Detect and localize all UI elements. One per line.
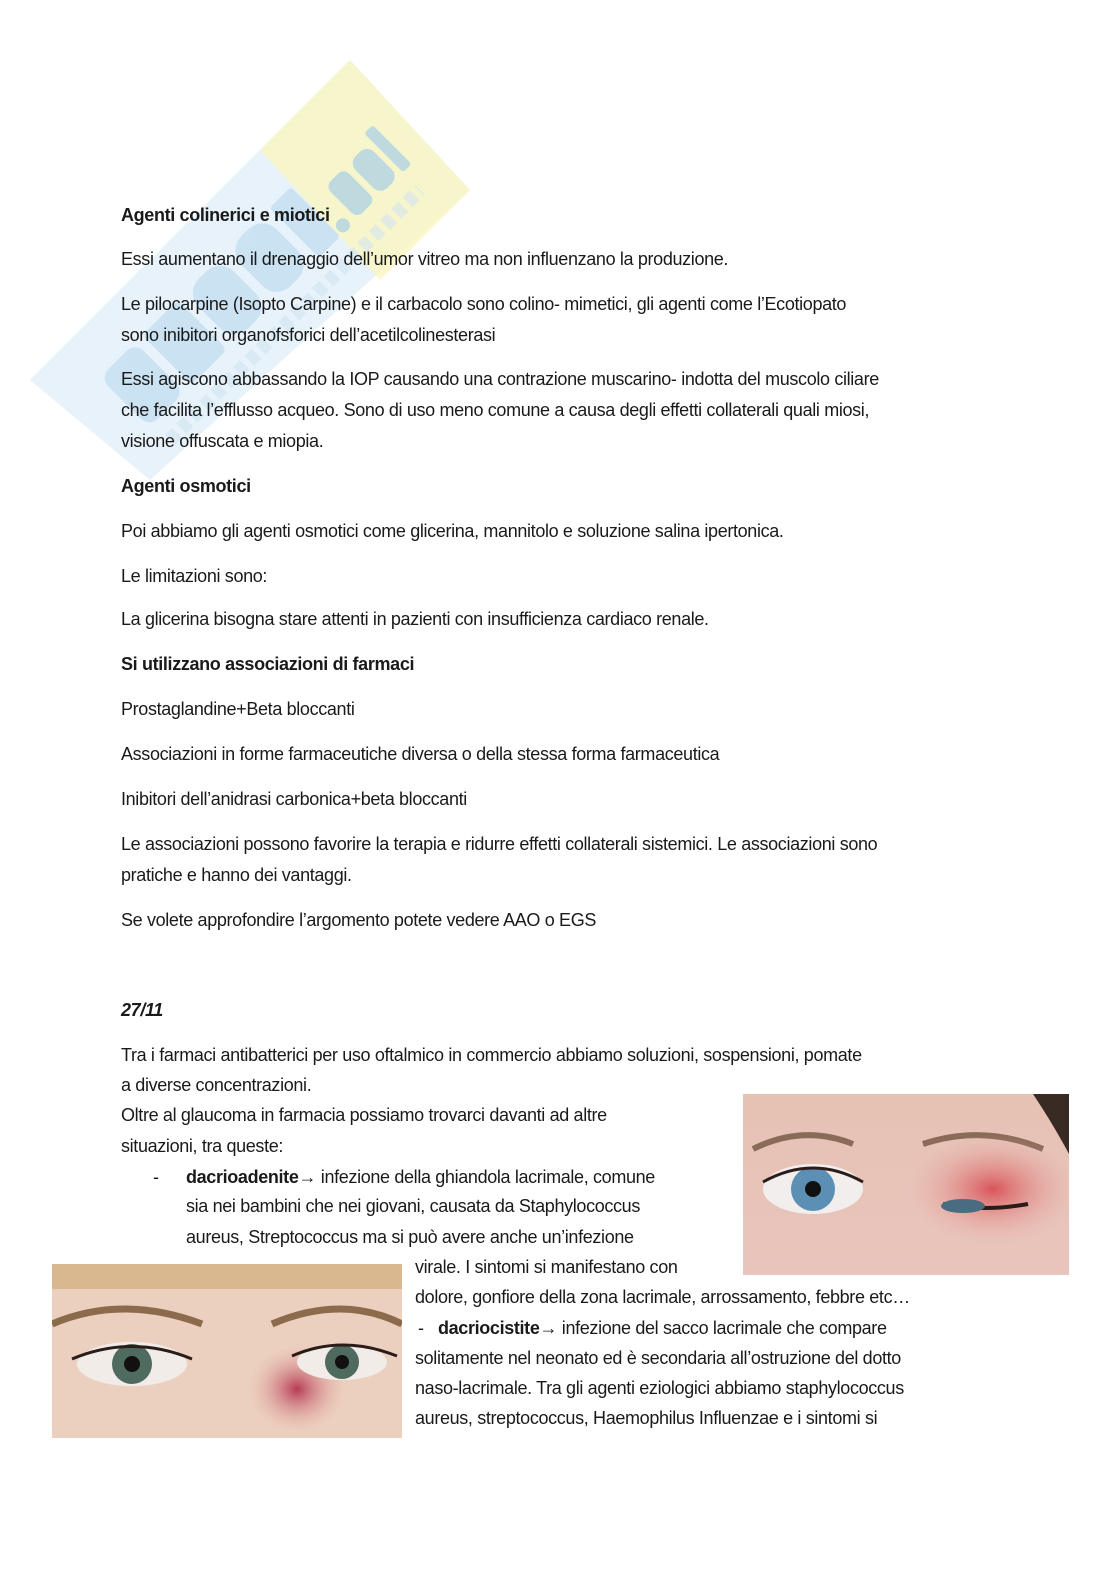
list-item-text: dolore, gonfiore della zona lacrimale, arrossamento, febbre etc… bbox=[415, 1287, 910, 1307]
list-item-text: virale. I sintomi si manifestano con bbox=[415, 1257, 678, 1277]
list-item-text: solitamente nel neonato ed è secondaria all’ostruzione del dotto bbox=[415, 1348, 901, 1368]
list-bullet: - bbox=[153, 1167, 159, 1187]
list-item-text: naso-lacrimale. Tra gli agenti eziologici abbiamo staphylococcus bbox=[415, 1378, 904, 1398]
paragraph-text: sono inibitori organofsforici dell’acetilcolinesterasi bbox=[121, 325, 496, 345]
paragraph-text: Essi aumentano il drenaggio dell’umor vitreo ma non influenzano la produzione. bbox=[121, 249, 729, 269]
paragraph-text: situazioni, tra queste: bbox=[121, 1136, 284, 1156]
paragraph-text: Tra i farmaci antibatterici per uso oftalmico in commercio abbiamo soluzioni, sospensioni, pomate bbox=[121, 1045, 862, 1065]
paragraph-text: a diverse concentrazioni. bbox=[121, 1075, 312, 1095]
heading-agenti-osmotici: Agenti osmotici bbox=[121, 476, 251, 496]
paragraph-text: pratiche e hanno dei vantaggi. bbox=[121, 865, 352, 885]
list-bullet: - bbox=[418, 1318, 424, 1338]
paragraph-text: Se volete approfondire l’argomento potete vedere AAO o EGS bbox=[121, 910, 597, 930]
heading-agenti-colinerici: Agenti colinerici e miotici bbox=[121, 205, 330, 225]
list-item-text: infezione della ghiandola lacrimale, comune bbox=[316, 1167, 655, 1187]
term-dacriocistite: dacriocistite→ bbox=[438, 1318, 558, 1338]
paragraph-text: Poi abbiamo gli agenti osmotici come glicerina, mannitolo e soluzione salina ipertonica. bbox=[121, 521, 784, 541]
date-heading: 27/11 bbox=[121, 1000, 163, 1020]
paragraph-text: Associazioni in forme farmaceutiche diversa o della stessa forma farmaceutica bbox=[121, 744, 720, 764]
list-item-text: aureus, streptococcus, Haemophilus Influenzae e i sintomi si bbox=[415, 1408, 878, 1428]
paragraph-text: Inibitori dell’anidrasi carbonica+beta bloccanti bbox=[121, 789, 467, 809]
paragraph-text: Essi agiscono abbassando la IOP causando una contrazione muscarino- indotta del muscolo ciliare bbox=[121, 369, 879, 389]
dacrioadenite-photo bbox=[743, 1094, 1069, 1275]
paragraph-text: Prostaglandine+Beta bloccanti bbox=[121, 699, 355, 719]
list-item-dacrioadenite bbox=[186, 1165, 655, 1189]
paragraph-text: Oltre al glaucoma in farmacia possiamo trovarci davanti ad altre bbox=[121, 1105, 607, 1125]
term-dacrioadenite: dacrioadenite→ bbox=[186, 1167, 317, 1187]
list-item-text: aureus, Streptococcus ma si può avere anche un’infezione bbox=[186, 1227, 634, 1247]
list-item-dacriocistite bbox=[438, 1316, 887, 1340]
dacriocistite-photo bbox=[52, 1264, 402, 1438]
paragraph-text: Le pilocarpine (Isopto Carpine) e il carbacolo sono colino- mimetici, gli agenti come l’Ecotiopato bbox=[121, 294, 847, 314]
paragraph-text: La glicerina bisogna stare attenti in pazienti con insufficienza cardiaco renale. bbox=[121, 609, 709, 629]
list-item-text: sia nei bambini che nei giovani, causata da Staphylococcus bbox=[186, 1196, 640, 1216]
list-item-text: infezione del sacco lacrimale che compare bbox=[557, 1318, 887, 1338]
paragraph-text: che facilita l’efflusso acqueo. Sono di uso meno comune a causa degli effetti collaterali quali miosi, bbox=[121, 400, 870, 420]
paragraph-text: Le associazioni possono favorire la terapia e ridurre effetti collaterali sistemici. Le associazioni sono bbox=[121, 834, 878, 854]
paragraph-text: Le limitazioni sono: bbox=[121, 566, 268, 586]
heading-associazioni: Si utilizzano associazioni di farmaci bbox=[121, 654, 415, 674]
paragraph-text: visione offuscata e miopia. bbox=[121, 431, 324, 451]
